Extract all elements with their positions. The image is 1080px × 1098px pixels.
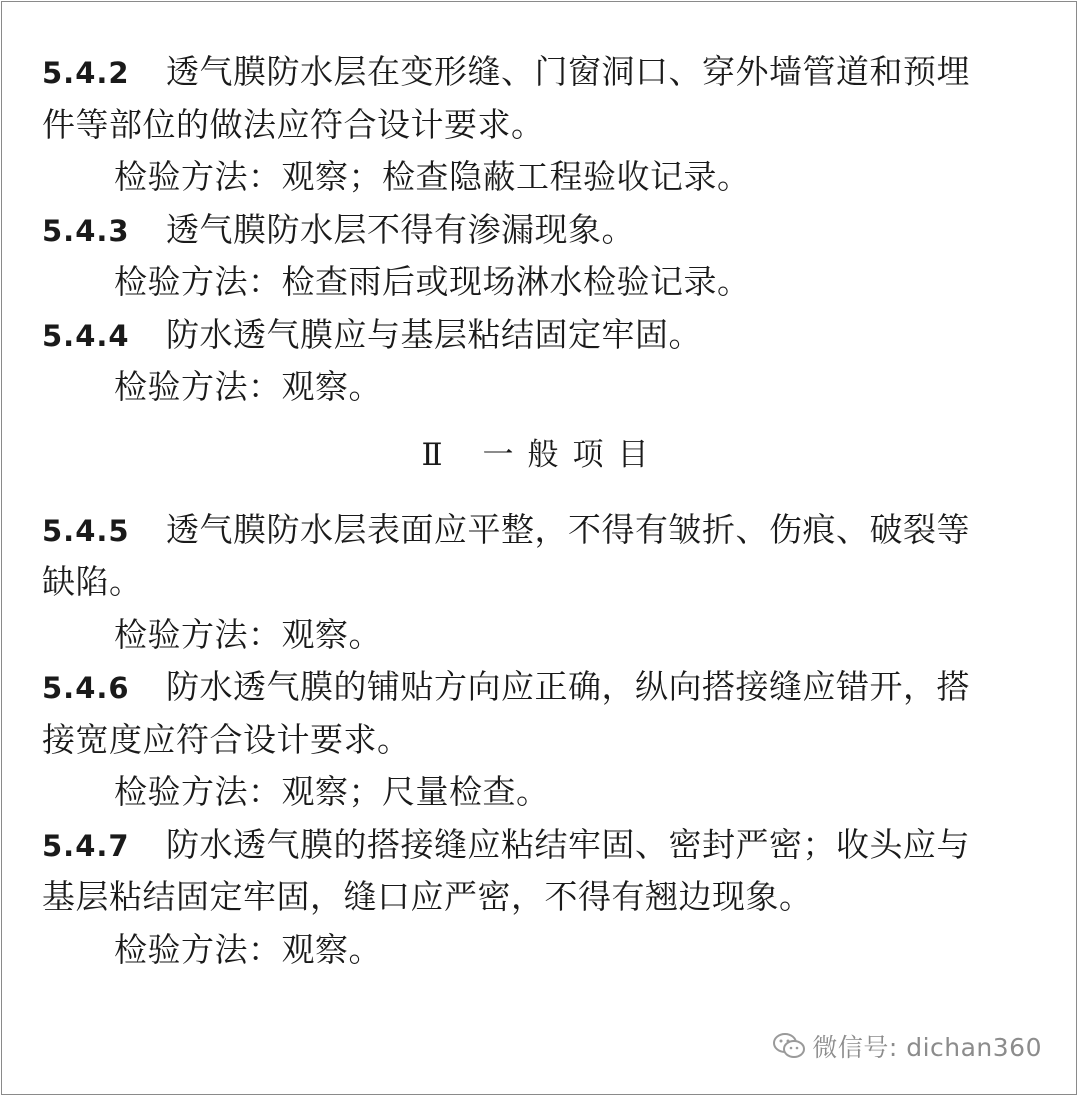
clause-text: 透气膜防水层在变形缝、门窗洞口、穿外墙管道和预埋 bbox=[166, 52, 970, 91]
clause-5-4-3-method: 检验方法：检查雨后或现场淋水检验记录。 bbox=[114, 262, 751, 301]
section-roman-numeral: Ⅱ bbox=[421, 436, 457, 473]
wechat-icon bbox=[772, 1031, 806, 1061]
clause-5-4-6-line-2: 接宽度应符合设计要求。 bbox=[42, 719, 411, 759]
clause-5-4-5-line-1 bbox=[42, 504, 1042, 557]
clause-5-4-6-line-1 bbox=[42, 661, 1042, 714]
clause-5-4-6-method: 检验方法：观察；尺量检查。 bbox=[114, 772, 550, 811]
clause-text: 防水透气膜的搭接缝应粘结牢固、密封严密；收头应与 bbox=[166, 824, 970, 864]
clause-number: 5.4.2 bbox=[42, 56, 130, 90]
clause-number: 5.4.6 bbox=[42, 671, 130, 705]
clause-number: 5.4.7 bbox=[42, 828, 130, 863]
clause-5-4-7-line-2: 基层粘结固定牢固，缝口应严密，不得有翘边现象。 bbox=[42, 877, 813, 916]
clause-text: 透气膜防水层表面应平整，不得有皱折、伤痕、破裂等 bbox=[166, 509, 970, 549]
clause-5-4-2-line-1 bbox=[42, 46, 1042, 99]
wechat-watermark bbox=[772, 1028, 1042, 1064]
watermark-text: 微信号: dichan360 bbox=[812, 1033, 1042, 1062]
clause-5-4-2-line-2: 件等部位的做法应符合设计要求。 bbox=[42, 104, 545, 144]
document-page bbox=[1, 1, 1077, 1095]
clause-text: 防水透气膜的铺贴方向应正确，纵向搭接缝应错开，搭 bbox=[166, 667, 970, 706]
clause-5-4-2-method: 检验方法：观察；检查隐蔽工程验收记录。 bbox=[114, 157, 751, 196]
clause-5-4-3-line-1 bbox=[42, 204, 1042, 257]
section-heading bbox=[42, 414, 1042, 504]
clause-number: 5.4.5 bbox=[42, 513, 130, 548]
clause-text: 透气膜防水层不得有渗漏现象。 bbox=[166, 209, 635, 249]
clause-number: 5.4.4 bbox=[42, 318, 130, 353]
clause-text: 防水透气膜应与基层粘结固定牢固。 bbox=[166, 314, 702, 354]
clause-5-4-4-line-1 bbox=[42, 309, 1042, 362]
clause-5-4-7-method: 检验方法：观察。 bbox=[114, 929, 382, 969]
document-content bbox=[42, 46, 1042, 976]
clause-5-4-7-line-1 bbox=[42, 819, 1042, 872]
section-title: 一般项目 bbox=[482, 436, 663, 473]
clause-5-4-5-method: 检验方法：观察。 bbox=[114, 614, 382, 654]
clause-number: 5.4.3 bbox=[42, 213, 130, 248]
clause-5-4-4-method: 检验方法：观察。 bbox=[114, 367, 382, 406]
clause-5-4-5-line-2: 缺陷。 bbox=[42, 562, 143, 601]
